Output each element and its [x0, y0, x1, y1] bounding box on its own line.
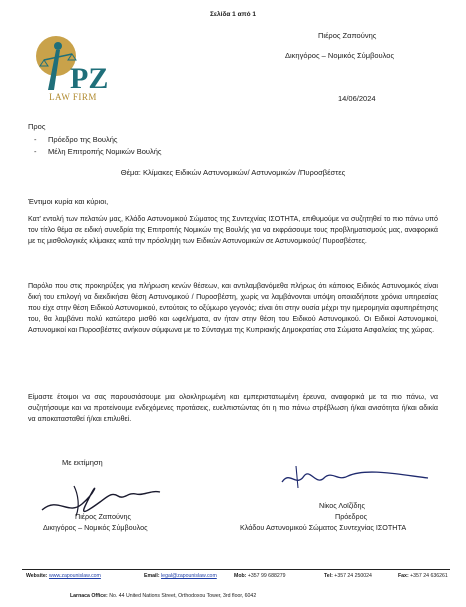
sender-name: Πιέρος Ζαπούνης [318, 31, 377, 40]
website-link[interactable]: www.zapounislaw.com [48, 573, 101, 579]
recipient-list [34, 134, 162, 158]
body-paragraph-1: Κατ' εντολή των πελατών μας, Κλάδο Αστυνομικού Σώματος της Συντεχνίας ΙΣΟΤΗΤΑ, επιθυμούμε να συζητηθεί το πιο πάνω υπό τον τίτλο θέμα σε ειδική συνεδρία της Επιτροπής Νομικών της Βουλής για να εκφράσουμε τους προβληματισμούς μας, αναφορικά με τις μισθολογικές κλίμακες κατά την πρόσληψη των Ειδικών Αστυνομικών σε Αστυνομικούς/ Πυροσβέστες. [28, 215, 438, 245]
recipient-item: - Πρόεδρο της Βουλής [34, 135, 118, 144]
salutation: Έντιμοι κυρία και κύριοι, [28, 197, 109, 206]
body-paragraph-2: Παρόλο που στις προκηρύξεις για πλήρωση κενών θέσεων, και αντιλαμβανόμεθα πλήρως ότι κάποιος Ειδικός Αστυνομικός είναι δική του επιλογή να διεκδικήσει θέση Αστυνομικού / Πυροσβέστη, χωρίς να λαμβάνονται υπόψη οποιαδήποτε χρόνια υπηρεσίας που είχε στην θέση Ειδικού Αστυνομικού, εντούτοις το οξύμωρο γεγονός; είναι ότι στην ουσία μέχρι την ημερομηνία αφυπηρέτησης του, θα λαμβάνει πολύ κατώτερο μισθό και ωφελήματα, αν ήταν στην θέση του Ειδικού Αστυνομικού. Οι Ειδικοί Αστυνομικοί, Αστυνομικοί και Πυροσβέστες ανήκουν σύμφωνα με το Σύνταγμα της Κυπριακής Δημοκρατίας στα Σώματα Ασφαλείας της χώρας. [28, 282, 438, 334]
footer-mobile: Mob: +357 99 688279 [234, 573, 286, 579]
to-label: Προς [28, 122, 46, 131]
footer-address: Larnaca Office: No. 44 United Nations Street, Orthodoxou Tower, 3rd floor, 6042 [70, 593, 257, 599]
right-signatory-role: Πρόεδρος [335, 512, 368, 521]
footer-website: Website: www.zapounislaw.com [26, 573, 101, 579]
left-signatory-role: Δικηγόρος – Νομικός Σύμβουλος [43, 523, 148, 532]
footer-fax: Fax: +357 24 636261 [398, 573, 448, 579]
email-link[interactable]: legal@zapounislaw.com [161, 573, 217, 579]
recipient-item: - Μέλη Επιτροπής Νομικών Βουλής [34, 147, 162, 156]
sender-role: Δικηγόρος – Νομικός Σύμβουλος [285, 51, 395, 60]
body-paragraph-3: Είμαστε έτοιμοι να σας παρουσιάσουμε μια ολοκληρωμένη και εμπεριστατωμένη έρευνα, αναφορικά με τα πιο πάνω, να συζητήσουμε και να προτείνουμε ενδεχόμενες προτάσεις, ευελπιστώντας ότι η πιο πάνω στρέβλωση ή/και ανισότητα ή/και αδικία να αποκατασταθεί ή/και επιλυθεί. [28, 393, 438, 423]
left-signatory-name: Πιέρος Ζαπούνης [75, 512, 131, 521]
right-signatory-name: Νίκος Λοϊζίδης [319, 501, 365, 510]
logo-monogram: PZ [70, 62, 109, 95]
footer-divider [22, 569, 450, 570]
letter-subject: Θέμα: Κλίμακες Ειδικών Αστυνομικών/ Αστυνομικών /Πυροσβέστες [120, 168, 346, 177]
right-signatory-organization: Κλάδου Αστυνομικού Σώματος Συντεχνίας ΙΣΟΤΗΤΑ [240, 523, 407, 532]
closing: Με εκτίμηση [62, 458, 103, 467]
logo-firm-label: LAW FIRM [49, 92, 97, 102]
letter-date: 14/06/2024 [338, 94, 376, 103]
page-number: Σελίδα 1 από 1 [210, 11, 256, 18]
footer-telephone: Tel: +357 24 250024 [324, 573, 372, 579]
right-signature [276, 460, 436, 494]
footer-email: Email: legal@zapounislaw.com [144, 573, 217, 579]
